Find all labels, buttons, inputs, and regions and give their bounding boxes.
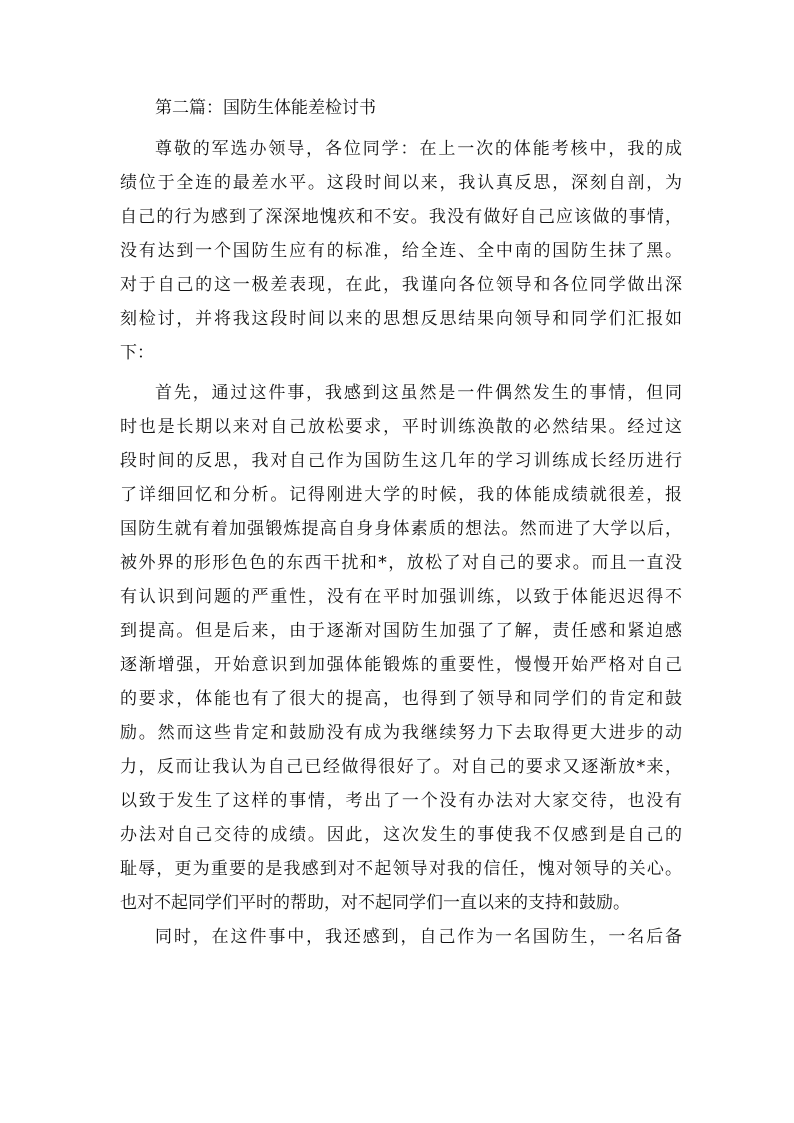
paragraph-1-line-3: 自己的行为感到了深深地愧疚和不安。我没有做好自己应该做的事情， [120,207,682,227]
document-title: 第二篇：国防生体能差检讨书 [155,98,376,118]
paragraph-2-line-1: 首先，通过这件事，我感到这虽然是一件偶然发生的事情，但同 [155,383,682,403]
paragraph-2-line-3: 段时间的反思，我对自己作为国防生这几年的学习训练成长经历进行 [120,451,682,471]
paragraph-1-line-5: 对于自己的这一极差表现，在此，我谨向各位领导和各位同学做出深 [120,275,682,295]
paragraph-2-line-16: 也对不起同学们平时的帮助，对不起同学们一直以来的支持和鼓励。 [120,893,630,913]
paragraph-1-line-4: 没有达到一个国防生应有的标准，给全连、全中南的国防生抹了黑。 [120,241,682,261]
paragraph-2-line-7: 有认识到问题的严重性，没有在平时加强训练，以致于体能迟迟得不 [120,587,682,607]
paragraph-2-line-6: 被外界的形形色色的东西干扰和*，放松了对自己的要求。而且一直没 [120,553,682,573]
paragraph-2-line-5: 国防生就有着加强锻炼提高自身身体素质的想法。然而进了大学以后， [120,519,682,539]
paragraph-2-line-15: 耻辱，更为重要的是我感到对不起领导对我的信任，愧对领导的关心。 [120,859,682,879]
paragraph-3-line-1: 同时，在这件事中，我还感到，自己作为一名国防生，一名后备 [155,927,682,947]
paragraph-1-line-2: 绩位于全连的最差水平。这段时间以来，我认真反思，深刻自剖，为 [120,173,682,193]
paragraph-2-line-13: 以致于发生了这样的事情，考出了一个没有办法对大家交待，也没有 [120,791,682,811]
paragraph-2-line-11: 励。然而这些肯定和鼓励没有成为我继续努力下去取得更大进步的动 [120,723,682,743]
paragraph-1-line-6: 刻检讨，并将我这段时间以来的思想反思结果向领导和同学们汇报如 [120,309,682,329]
paragraph-2-line-9: 逐渐增强，开始意识到加强体能锻炼的重要性，慢慢开始严格对自己 [120,655,682,675]
paragraph-2-line-10: 的要求，体能也有了很大的提高，也得到了领导和同学们的肯定和鼓 [120,689,682,709]
paragraph-2-line-8: 到提高。但是后来，由于逐渐对国防生加强了了解，责任感和紧迫感 [120,621,682,641]
paragraph-2-line-14: 办法对自己交待的成绩。因此，这次发生的事使我不仅感到是自己的 [120,825,682,845]
paragraph-2-line-2: 时也是长期以来对自己放松要求，平时训练涣散的必然结果。经过这 [120,417,682,437]
paragraph-2-line-4: 了详细回忆和分析。记得刚进大学的时候，我的体能成绩就很差，报 [120,485,682,505]
paragraph-2-line-12: 力，反而让我认为自己已经做得很好了。对自己的要求又逐渐放*来， [120,757,682,777]
paragraph-1-line-7: 下： [120,343,154,363]
paragraph-1-line-1: 尊敬的军选办领导，各位同学：在上一次的体能考核中，我的成 [155,139,682,159]
